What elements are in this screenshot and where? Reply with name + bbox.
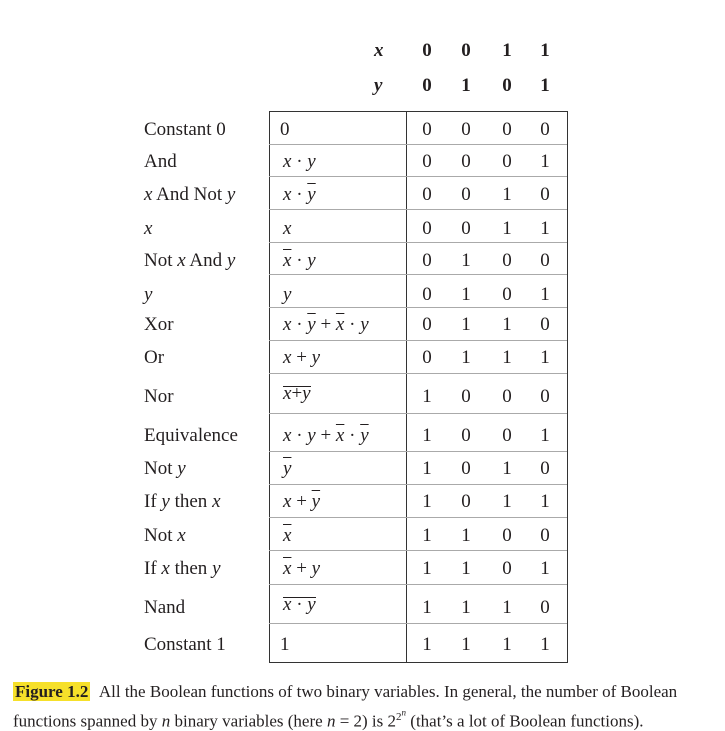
row-name-not-x: Not x — [144, 525, 186, 546]
truth-value-cell: 0 — [502, 250, 512, 271]
expr-x: x — [283, 218, 292, 239]
row-separator — [269, 274, 567, 275]
row-name-xor: Xor — [144, 314, 174, 335]
truth-value-cell: 1 — [502, 597, 512, 618]
truth-value-cell: 1 — [502, 634, 512, 655]
truth-value-cell: 1 — [422, 558, 432, 579]
row-separator — [269, 176, 567, 177]
row-separator — [269, 413, 567, 414]
expr-constant-0: 0 — [280, 119, 290, 140]
truth-value-cell: 0 — [461, 386, 471, 407]
truth-value-cell: 1 — [502, 218, 512, 239]
truth-value-cell: 0 — [461, 491, 471, 512]
expr-if-y-then-x: $x + \overline{y}$ — [283, 491, 321, 512]
truth-value-cell: 0 — [540, 597, 550, 618]
expr-xor: $x \cdot \overline{y} + \overline{x} \cdot y$ — [283, 314, 369, 335]
row-separator — [269, 550, 567, 551]
truth-value-cell: 0 — [502, 525, 512, 546]
expr-y: y — [283, 284, 292, 305]
truth-value-cell: 1 — [540, 491, 550, 512]
row-name-and: And — [144, 151, 177, 172]
truth-value-cell: 0 — [461, 151, 471, 172]
truth-value-cell: 1 — [502, 491, 512, 512]
header-y-value: 0 — [502, 75, 512, 96]
header-y-value: 1 — [540, 75, 550, 96]
truth-value-cell: 0 — [461, 425, 471, 446]
row-separator — [269, 451, 567, 452]
truth-value-cell: 0 — [422, 284, 432, 305]
truth-value-cell: 1 — [422, 634, 432, 655]
truth-value-cell: 1 — [422, 525, 432, 546]
row-name-y: y — [144, 284, 153, 305]
truth-value-cell: 0 — [461, 218, 471, 239]
expr-equivalence: $x \cdot y + \overline{x} \cdot \overline{y}$ — [283, 425, 369, 446]
truth-value-cell: 0 — [422, 314, 432, 335]
truth-value-cell: 0 — [422, 184, 432, 205]
row-separator — [269, 623, 567, 624]
truth-value-cell: 1 — [422, 491, 432, 512]
truth-value-cell: 1 — [540, 347, 550, 368]
truth-value-cell: 1 — [502, 184, 512, 205]
truth-value-cell: 0 — [540, 458, 550, 479]
header-x-label: x — [374, 40, 384, 61]
truth-value-cell: 0 — [422, 151, 432, 172]
truth-value-cell: 1 — [422, 458, 432, 479]
header-x-value: 0 — [422, 40, 432, 61]
truth-value-cell: 0 — [502, 386, 512, 407]
expr-not-x-and-y: $\overline{x} \cdot y$ — [283, 250, 316, 271]
truth-value-cell: 1 — [502, 347, 512, 368]
truth-value-cell: 0 — [502, 119, 512, 140]
truth-value-cell: 1 — [540, 284, 550, 305]
expr-not-x: $\overline{x}$ — [283, 525, 292, 546]
truth-value-cell: 1 — [540, 558, 550, 579]
row-separator — [269, 517, 567, 518]
truth-value-cell: 0 — [461, 458, 471, 479]
truth-value-cell: 1 — [502, 314, 512, 335]
truth-value-cell: 1 — [461, 314, 471, 335]
header-y-value: 1 — [461, 75, 471, 96]
truth-value-cell: 0 — [461, 184, 471, 205]
expr-not-y: $\overline{y}$ — [283, 458, 292, 479]
row-name-x-and-not-y: x And Not y — [144, 184, 236, 205]
figure-caption: Figure 1.2 All the Boolean functions of two binary variables. In general, the number of Boolean functions spanned by n binary variables (here n = 2) is $2^{2^n}$ (that’s a lot of Boolean functions). — [13, 682, 678, 731]
truth-value-cell: 0 — [461, 119, 471, 140]
truth-value-cell: 0 — [422, 250, 432, 271]
figure-label: Figure 1.2 — [15, 682, 89, 701]
truth-value-cell: 0 — [540, 250, 550, 271]
row-name-constant-0: Constant 0 — [144, 119, 226, 140]
truth-value-cell: 1 — [461, 284, 471, 305]
truth-value-cell: 1 — [540, 425, 550, 446]
truth-value-cell: 1 — [461, 525, 471, 546]
expr-nor: x+y — [283, 383, 311, 404]
row-name-equivalence: Equivalence — [144, 425, 238, 446]
truth-value-cell: 0 — [502, 425, 512, 446]
expr-or: x + y — [283, 347, 321, 368]
row-separator — [269, 209, 567, 210]
row-name-x: x — [144, 218, 153, 239]
expr-x-and-not-y: $x \cdot \overline{y}$ — [283, 184, 316, 205]
row-separator — [269, 484, 567, 485]
row-separator — [269, 584, 567, 585]
row-separator — [269, 373, 567, 374]
row-separator — [269, 242, 567, 243]
row-separator — [269, 340, 567, 341]
truth-value-cell: 0 — [540, 184, 550, 205]
truth-value-cell: 1 — [422, 597, 432, 618]
truth-value-cell: 1 — [422, 386, 432, 407]
truth-value-cell: 1 — [461, 558, 471, 579]
header-x-value: 0 — [461, 40, 471, 61]
expr-nand: x · y — [283, 594, 316, 615]
header-y-value: 0 — [422, 75, 432, 96]
row-name-nand: Nand — [144, 597, 186, 618]
header-x-value: 1 — [540, 40, 550, 61]
truth-value-cell: 1 — [502, 458, 512, 479]
header-x-value: 1 — [502, 40, 512, 61]
truth-value-cell: 0 — [540, 119, 550, 140]
row-separator — [269, 307, 567, 308]
row-name-or: Or — [144, 347, 165, 368]
row-separator — [269, 144, 567, 145]
row-name-constant-1: Constant 1 — [144, 634, 226, 655]
truth-value-cell: 0 — [540, 386, 550, 407]
row-name-not-y: Not y — [144, 458, 186, 479]
truth-value-cell: 1 — [461, 250, 471, 271]
truth-value-cell: 0 — [540, 525, 550, 546]
header-y-label: y — [374, 75, 383, 96]
truth-value-cell: 0 — [422, 119, 432, 140]
expr-if-x-then-y: $\overline{x} + y$ — [283, 558, 321, 579]
truth-value-cell: 0 — [502, 151, 512, 172]
truth-value-cell: 1 — [422, 425, 432, 446]
truth-value-cell: 1 — [461, 634, 471, 655]
truth-value-cell: 0 — [540, 314, 550, 335]
truth-value-cell: 0 — [502, 558, 512, 579]
row-name-not-x-and-y: Not x And y — [144, 250, 236, 271]
truth-value-cell: 1 — [540, 634, 550, 655]
truth-value-cell: 0 — [502, 284, 512, 305]
truth-value-cell: 1 — [461, 347, 471, 368]
truth-value-cell: 0 — [422, 347, 432, 368]
row-name-nor: Nor — [144, 386, 174, 407]
expr-constant-1: 1 — [280, 634, 290, 655]
expr-and: x · y — [283, 151, 316, 172]
row-name-if-y-then-x: If y then x — [144, 491, 221, 512]
row-name-if-x-then-y: If x then y — [144, 558, 221, 579]
truth-value-cell: 0 — [422, 218, 432, 239]
truth-value-cell: 1 — [540, 151, 550, 172]
truth-value-cell: 1 — [540, 218, 550, 239]
truth-value-cell: 1 — [461, 597, 471, 618]
